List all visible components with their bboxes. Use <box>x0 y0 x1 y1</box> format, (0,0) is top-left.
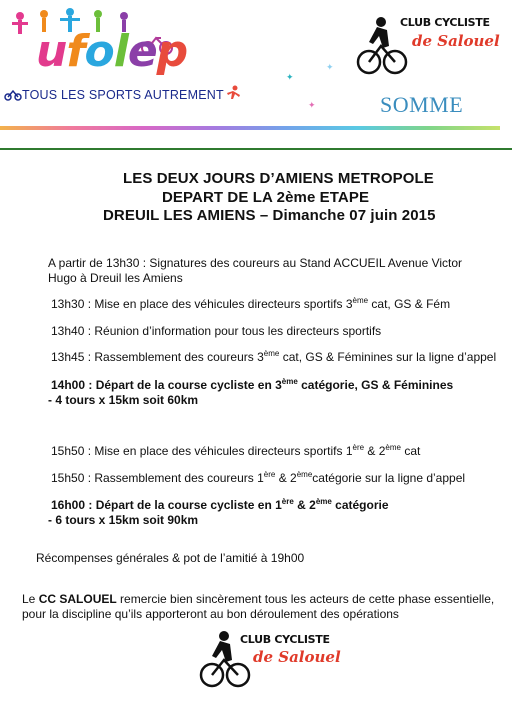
row-text: 15h50 : Mise en place des véhicules directeurs sportifs 1 <box>51 444 353 458</box>
schedule-row <box>51 350 496 365</box>
club-title: CLUB CYCLISTE <box>400 16 490 29</box>
paragraph-signatures: A partir de 13h30 : Signatures des coureurs au Stand ACCUEIL Avenue Victor <box>48 256 463 270</box>
row-text: Le <box>22 592 39 606</box>
ufolep-letter: l <box>113 26 128 77</box>
paragraph-signatures-cont: Hugo à Dreuil les Amiens <box>48 271 183 285</box>
ufolep-letter: u <box>36 26 67 77</box>
event-date: DREUIL LES AMIENS – Dimanche 07 juin 2015 <box>103 207 436 224</box>
row-sup: ème <box>296 470 313 479</box>
thanks-line-cont: pour la discipline qu’ils apporteront au bon déroulement des opérations <box>22 607 399 621</box>
sparkle-icon: ✦ <box>286 72 294 82</box>
row-text: cat <box>400 444 421 458</box>
row-sup: ère <box>263 470 276 479</box>
row-text: catégorie <box>331 498 389 512</box>
awards-line: Récompenses générales & pot de l’amitié à 19h00 <box>36 551 305 565</box>
page-title: LES DEUX JOURS D’AMIENS METROPOLE <box>123 170 434 187</box>
footer-club-subtitle: de Salouel <box>253 648 341 666</box>
ufolep-letter: f <box>66 26 85 77</box>
row-text: cat, GS & Fém <box>368 297 451 311</box>
row-sup: ème <box>315 497 332 506</box>
footer-club-title: CLUB CYCLISTE <box>240 633 330 646</box>
row-text: & 2 <box>293 498 316 512</box>
ufolep-letter: p <box>156 26 188 77</box>
schedule-row <box>51 297 450 312</box>
row-text: catégorie sur la ligne d’appel <box>312 471 466 485</box>
row-sup: ère <box>352 443 365 452</box>
row-text: cat, GS & Féminines sur la ligne d’appel <box>279 350 497 364</box>
schedule-row <box>51 444 420 459</box>
schedule-row-start <box>51 498 389 513</box>
cyclist-icon <box>4 85 22 101</box>
section-divider <box>0 148 512 150</box>
sparkle-icon: ✦ <box>308 100 316 110</box>
page-subtitle: DEPART DE LA 2ème ETAPE <box>162 189 370 206</box>
row-text: 16h00 : Départ de la course cycliste en 1 <box>51 498 282 512</box>
row-text: & 2 <box>364 444 386 458</box>
row-sup: ème <box>385 443 401 452</box>
thanks-line <box>22 592 494 607</box>
club-name: CC SALOUEL <box>38 592 117 606</box>
runner-icon <box>223 85 241 101</box>
row-sup: ème <box>352 296 369 305</box>
row-text: 14h00 : Départ de la course cycliste en 3 <box>51 378 282 392</box>
ufolep-logo <box>36 26 188 77</box>
row-text: catégorie, GS & Féminines <box>297 378 454 392</box>
region-label: SOMME <box>380 92 464 117</box>
row-text: 13h45 : Rassemblement des coureurs 3 <box>51 350 264 364</box>
row-sup: ère <box>281 497 294 506</box>
race-distance: - 4 tours x 15km soit 60km <box>48 393 199 407</box>
club-subtitle: de Salouel <box>412 32 500 50</box>
schedule-row: 13h40 : Réunion d’information pour tous les directeurs sportifs <box>51 324 382 338</box>
schedule-row <box>51 471 465 486</box>
row-text: 15h50 : Rassemblement des coureurs 1 <box>51 471 264 485</box>
race-distance: - 6 tours x 15km soit 90km <box>48 513 199 527</box>
row-text: remercie bien sincèrement tous les acteurs de cette phase essentielle, <box>116 592 495 606</box>
row-text: 13h30 : Mise en place des véhicules directeurs sportifs 3 <box>51 297 353 311</box>
sparkle-icon: ✦ <box>326 62 334 72</box>
row-text: & 2 <box>275 471 297 485</box>
ufolep-tagline: TOUS LES SPORTS AUTREMENT <box>22 88 224 102</box>
ufolep-letter: e <box>127 26 157 77</box>
row-sup: ème <box>281 377 298 386</box>
rainbow-divider <box>0 126 500 130</box>
ufolep-letter: o <box>84 26 114 77</box>
row-sup: ème <box>263 349 280 358</box>
schedule-row-start <box>51 378 453 393</box>
